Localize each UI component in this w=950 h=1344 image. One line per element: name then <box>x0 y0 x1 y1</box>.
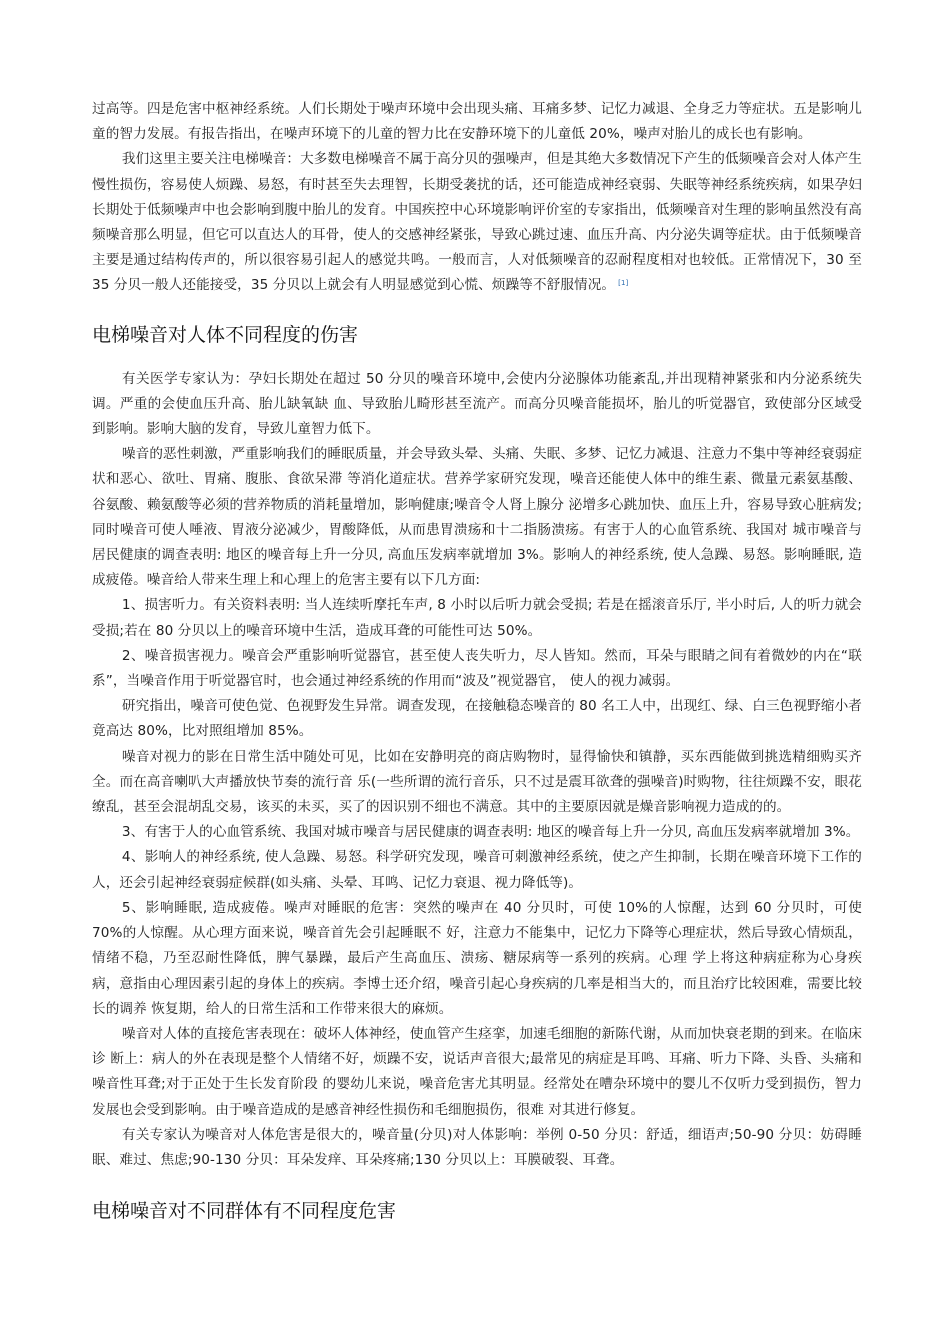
reference-link[interactable]: [1] <box>618 279 629 288</box>
paragraph-elevator-noise <box>92 147 862 298</box>
document-page <box>92 97 862 1225</box>
paragraph-color-vision: 研究指出，噪音可使色觉、色视野发生异常。调查发现，在接触稳态噪音的 80 名工人中，出现红、绿、白三色视野缩小者竟高达 80%，比对照组增加 85%。 <box>92 698 862 740</box>
paragraph-hearing-damage: 1、损害听力。有关资料表明: 当人连续听摩托车声, 8 小时以后听力就会受损; 若是在摇滚音乐厅, 半小时后, 人的听力就会受损;若在 80 分贝以上的噪音环境中生活，造成耳聋的可能性可达 50%。 <box>92 597 862 639</box>
paragraph-decibel-levels: 有关专家认为噪音对人体危害是很大的，噪音量(分贝)对人体影响：举例 0-50 分贝：舒适，细语声;50-90 分贝：妨碍睡眠、难过、焦虑;90-130 分贝：耳朵发痒、耳朵疼痛;130 分贝以上：耳膜破裂、耳聋。 <box>92 1126 862 1168</box>
paragraph-elevator-noise-text: 我们这里主要关注电梯噪音：大多数电梯噪音不属于高分贝的强噪声，但是其绝大多数情况下产生的低频噪音会对人体产生慢性损伤，容易使人烦躁、易怒，有时甚至失去理智，长期受袭扰的话，还可能造成神经衰弱、失眠等神经系统疾病，如果孕妇长期处于低频噪声中也会影响到腹中胎儿的发育。中国疾控中心环境影响评价室的专家指出，低频噪音对生理的影响虽然没有高频噪音那么明显，但它可以直达人的耳骨，使人的交感神经紧张，导致心跳过速、血压升高、内分泌失调等症状。由于低频噪音主要是通过结构传声的，所以很容易引起人的感觉共鸣。一般而言，人对低频噪音的忍耐程度相对也较低。正常情况下，30 至 35 分贝一般人还能接受，35 分贝以上就会有人明显感觉到心慌、烦躁等不舒服情况。 <box>92 151 862 294</box>
section-heading-harm-levels: 电梯噪音对人体不同程度的伤害 <box>92 323 359 346</box>
section-heading-groups: 电梯噪音对不同群体有不同程度危害 <box>92 1200 397 1223</box>
paragraph-cardiovascular: 3、有害于人的心血管系统、我国对城市噪音与居民健康的调查表明: 地区的噪音每上升一分贝, 高血压发病率就增加 3%。 <box>121 824 860 841</box>
paragraph-intro-continuation: 过高等。四是危害中枢神经系统。人们长期处于噪声环境中会出现头痛、耳痛多梦、记忆力减退、全身乏力等症状。五是影响儿童的智力发展。有报告指出，在噪声环境下的儿童的智力比在安静环境下的儿童低 20%，噪声对胎儿的成长也有影响。 <box>92 101 862 143</box>
paragraph-noise-stimulation: 噪音的恶性刺激，严重影响我们的睡眠质量，并会导致头晕、头痛、失眠、多梦、记忆力减退、注意力不集中等神经衰弱症状和恶心、欲吐、胃痛、腹胀、食欲呆滞 等消化道症状。营养学家研究发现，噪音还能使人体中的维生素、微量元素氨基酸、谷氨酸、赖氨酸等必须的营养物质的消耗量增加，影响健康;噪音令人肾上腺分 泌增多心跳加快、血压上升，容易导致心脏病发;同时噪音可使人唾液、胃液分泌减少，胃酸降低，从而患胃溃疡和十二指肠溃疡。有害于人的心血管系统、我国对 城市噪音与居民健康的调查表明: 地区的噪音每上升一分贝, 高血压发病率就增加 3%。影响人的神经系统, 使人急躁、易怒。影响睡眠, 造成疲倦。噪音给人带来生理上和心理上的危害主要有以下几方面: <box>92 446 862 589</box>
paragraph-vision-damage: 2、噪音损害视力。噪音会严重影响听觉器官，甚至使人丧失听力，尽人皆知。然而，耳朵与眼睛之间有着微妙的内在“联系”，当噪音作用于听觉器官时，也会通过神经系统的作用而“波及”视觉器官， 使人的视力减弱。 <box>92 647 862 690</box>
paragraph-medical-experts: 有关医学专家认为：孕妇长期处在超过 50 分贝的噪音环境中,会使内分泌腺体功能紊乱,并出现精神紧张和内分泌系统失调。严重的会使血压升高、胎儿缺氧缺 血、导致胎儿畸形甚至流产。而高分贝噪音能损坏，胎儿的听觉器官，致使部分区域受到影响。影响大脑的发育，导致儿童智力低下。 <box>92 370 862 438</box>
paragraph-nervous-system: 4、影响人的神经系统, 使人急躁、易怒。科学研究发现，噪音可刺激神经系统，使之产生抑制，长期在噪音环境下工作的人，还会引起神经衰弱症候群(如头痛、头晕、耳鸣、记忆力衰退、视力降低等)。 <box>92 849 862 891</box>
paragraph-sleep: 5、影响睡眠, 造成疲倦。噪声对睡眠的危害：突然的噪声在 40 分贝时，可使 10%的人惊醒，达到 60 分贝时，可使 70%的人惊醒。从心理方面来说，噪音首先会引起睡眠不 好，注意力不能集中，记忆力下降等心理症状，然后导致心情烦乱，情绪不稳，乃至忍耐性降低，脾气暴躁，最后产生高血压、溃疡、糖尿病等一系列的疾病。心理 学上将这种病症称为心身疾病，意指由心理因素引起的身体上的疾病。李博士还介绍，噪音引起心身疾病的几率是相当大的，而且治疗比较困难，需要比较长的调养 恢复期，给人的日常生活和工作带来很大的麻烦。 <box>92 899 862 1017</box>
paragraph-direct-harm: 噪音对人体的直接危害表现在：破坏人体神经，使血管产生痉挛，加速毛细胞的新陈代谢，从而加快衰老期的到来。在临床诊 断上：病人的外在表现是整个人情绪不好，烦躁不安，说话声音很大;最常见的病症是耳鸣、耳痛、听力下降、头昏、头痛和噪音性耳聋;对于正处于生长发育阶段 的婴幼儿来说，噪音危害尤其明显。经常处在嘈杂环境中的婴儿不仅听力受到损伤，智力发展也会受到影响。由于噪音造成的是感音神经性损伤和毛细胞损伤，很难 对其进行修复。 <box>92 1025 862 1118</box>
paragraph-vision-daily-life: 噪音对视力的影在日常生活中随处可见，比如在安静明亮的商店购物时，显得愉快和镇静，买东西能做到挑选精细购买齐全。而在高音喇叭大声播放快节奏的流行音 乐(一些所谓的流行音乐，只不过是震耳欲聋的强噪音)时购物，往往烦躁不安，眼花缭乱，甚至会混胡乱交易，该买的未买，买了的因识别不细也不满意。其中的主要原因就是燥音影响视力造成的的。 <box>92 748 862 816</box>
